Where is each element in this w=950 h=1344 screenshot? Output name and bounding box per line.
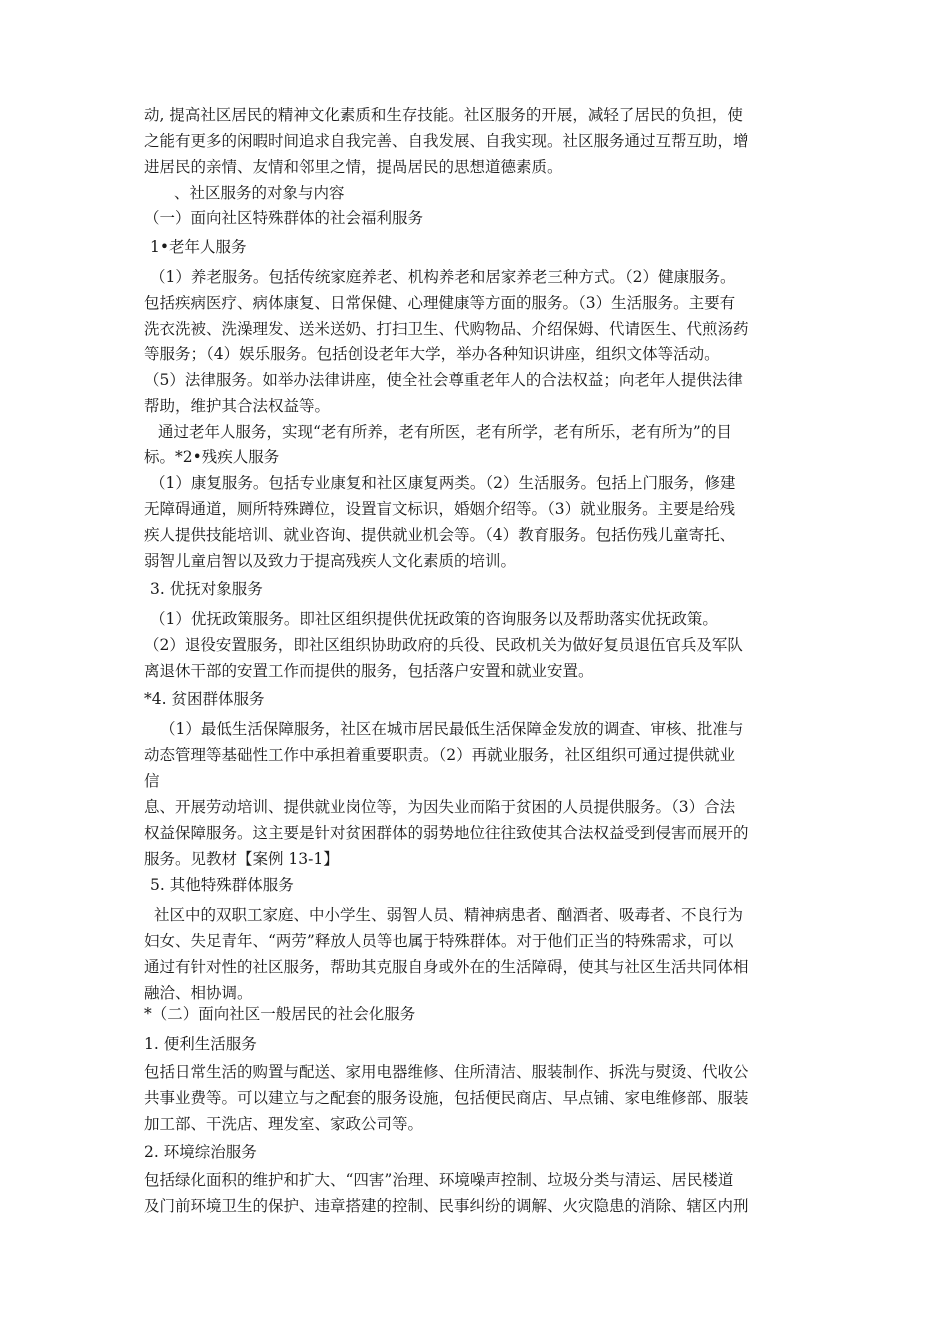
text-line: 、社区服务的对象与内容 xyxy=(174,184,345,202)
text-line: 加工部、干洗店、理发室、家政公司等。 xyxy=(144,1115,424,1133)
text-line: 之能有更多的闲暇时间追求自我完善、自我发展、自我实现。社区服务通过互帮互助，增 xyxy=(144,132,749,150)
text-line: *4. 贫困群体服务 xyxy=(144,690,265,708)
text-line: 标。*2•残疾人服务 xyxy=(144,448,280,466)
text-line: 进居民的亲情、友情和邻里之情，提咼居民的思想道德素质。 xyxy=(144,158,563,176)
text-line: 等服务；（4）娱乐服务。包括创设老年大学，举办各种知识讲座，组织文体等活动。 xyxy=(144,345,720,363)
text-line: 5. 其他特殊群体服务 xyxy=(150,876,294,894)
text-line: 服务。见教材【案例 13-1】 xyxy=(144,850,339,868)
text-line: 疾人提供技能培训、就业咨询、提供就业机会等。（4）教育服务。包括伤残儿童寄托、 xyxy=(144,526,736,544)
text-line: 帮助，维护其合法权益等。 xyxy=(144,397,331,415)
text-line: 包括绿化面积的维护和扩大、“四害”治理、环境噪声控制、垃圾分类与清运、居民楼道 xyxy=(144,1171,734,1189)
text-line: 离退休干部的安置工作而提供的服务，包括落户安置和就业安置。 xyxy=(144,662,594,680)
text-line: 通过老年人服务，实现“老有所养，老有所医，老有所学，老有所乐，老有所为”的目 xyxy=(158,423,732,441)
text-line: *（二）面向社区一般居民的社会化服务 xyxy=(144,1005,416,1023)
text-line: （1）养老服务。包括传统家庭养老、机构养老和居家养老三种方式。（2）健康服务。 xyxy=(150,268,736,286)
text-line: （1）康复服务。包括专业康复和社区康复两类。（2）生活服务。包括上门服务，修建 xyxy=(150,474,736,492)
text-line: 及门前环境卫生的保护、违章搭建的控制、民事纠纷的调解、火灾隐患的消除、辖区内刑 xyxy=(144,1197,749,1215)
text-line: 包括疾病医疗、病体康复、日常保健、心理健康等方面的服务。（3）生活服务。主要有 xyxy=(144,294,736,312)
text-line: 2. 环境综治服务 xyxy=(144,1143,257,1161)
text-line: （一）面向社区特殊群体的社会福利服务 xyxy=(144,209,424,227)
text-line: 社区中的双职工家庭、中小学生、弱智人员、精神病患者、酗酒者、吸毒者、不良行为 xyxy=(154,906,744,924)
text-line: 1. 便利生活服务 xyxy=(144,1035,257,1053)
text-line: 弱智儿童启智以及致力于提高残疾人文化素质的培训。 xyxy=(144,552,517,570)
text-line: 融洽、相协调。 xyxy=(144,984,253,1002)
text-line: 通过有针对性的社区服务，帮助其克服自身或外在的生活障碍，使其与社区生活共同体相 xyxy=(144,958,749,976)
text-line: （1）最低生活保障服务，社区在城市居民最低生活保障金发放的调查、审核、批准与 xyxy=(160,720,744,738)
text-line: 包括日常生活的购置与配送、家用电器维修、住所清洁、服装制作、拆洗与熨烫、代收公 xyxy=(144,1063,749,1081)
text-line: 信 xyxy=(144,772,160,790)
text-line: 无障碍通道，厕所特殊蹲位，设置盲文标识，婚姻介绍等。（3）就业服务。主要是给残 xyxy=(144,500,736,518)
text-line: 权益保障服务。这主要是针对贫困群体的弱势地位往往致使其合法权益受到侵害而展开的 xyxy=(144,824,749,842)
text-line: 1•老年人服务 xyxy=(150,238,247,256)
text-line: 息、开展劳动培训、提供就业岗位等，为因失业而陷于贫困的人员提供服务。（3）合法 xyxy=(144,798,736,816)
text-line: （5）法律服务。如举办法律讲座，使全社会尊重老年人的合法权益；向老年人提供法律 xyxy=(144,371,743,389)
text-line: 动态管理等基础性工作中承担着重要职责。（2）再就业服务，社区组织可通过提供就业 xyxy=(144,746,736,764)
text-line: 动, 提高社区居民的精神文化素质和生存技能。社区服务的开展，减轻了居民的负担，使 xyxy=(144,106,743,124)
text-line: 3. 优抚对象服务 xyxy=(150,580,263,598)
text-line: （2）退役安置服务，即社区组织协助政府的兵役、民政机关为做好复员退伍官兵及军队 xyxy=(144,636,743,654)
text-line: （1）优抚政策服务。即社区组织提供优抚政策的咨询服务以及帮助落实优抚政策。 xyxy=(150,610,718,628)
text-line: 妇女、失足青年、“两劳”释放人员等也属于特殊群体。对于他们正当的特殊需求，可以 xyxy=(144,932,734,950)
text-line: 洗衣洗被、洗澡理发、送米送奶、打扫卫生、代购物品、介绍保姆、代请医生、代煎汤药 xyxy=(144,320,749,338)
text-line: 共事业费等。可以建立与之配套的服务设施，包括便民商店、早点铺、家电维修部、服装 xyxy=(144,1089,749,1107)
